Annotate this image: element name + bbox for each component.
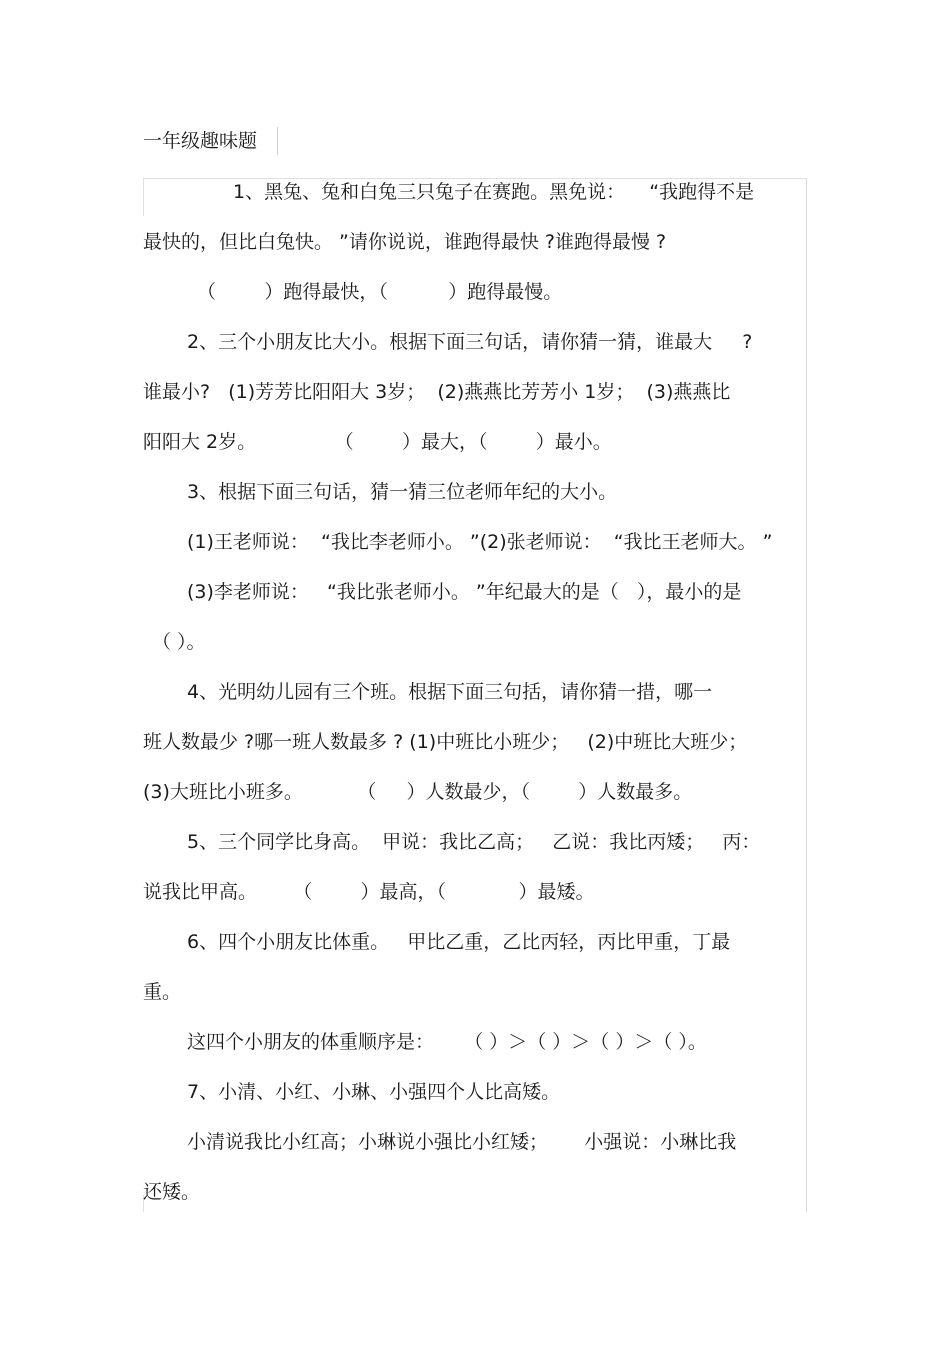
question-4-line-1: 4、光明幼儿园有三个班。根据下面三句括，请你猜一措，哪一 — [187, 681, 713, 703]
question-4-line-2: 班人数最少 ?哪一班人数最多 ? (1)中班比小班少； (2)中班比大班少； — [143, 731, 748, 753]
question-2-line-3: 阳阳大 2岁。 （ ）最大，（ ）最小。 — [143, 431, 612, 453]
question-7-line-2: 小清说我比小红高；小琳说小强比小红矮； 小强说：小琳比我 — [187, 1131, 737, 1153]
question-3-line-4: （ ）。 — [152, 631, 206, 653]
frame-right-border — [806, 178, 807, 1212]
page-title: 一年级趣味题 — [143, 130, 258, 152]
question-6-line-3: 这四个小朋友的体重顺序是： （ ）＞（ ）＞（ ）＞（ ）。 — [187, 1031, 707, 1053]
question-5-line-2: 说我比甲高。 （ ）最高，（ ）最矮。 — [143, 881, 595, 903]
question-1-line-1: 1、黑兔、兔和白兔三只兔子在赛跑。黑免说： “我跑得不是 — [233, 181, 755, 203]
question-2-line-2: 谁最小? (1)芳芳比阳阳大 3岁； (2)燕燕比芳芳小 1岁； (3)燕燕比 — [143, 381, 731, 403]
frame-left-border — [143, 178, 144, 216]
question-5-line-1: 5、三个同学比身高。 甲说：我比乙高； 乙说：我比丙矮； 丙： — [187, 831, 761, 853]
question-4-line-3: (3)大班比小班多。 （ ）人数最少，（ ）人数最多。 — [143, 781, 693, 803]
question-6-line-1: 6、四个小朋友比体重。 甲比乙重，乙比丙轻，丙比甲重，丁最 — [187, 931, 731, 953]
question-6-line-2: 重。 — [143, 981, 182, 1003]
question-1-answer-line: （ ）跑得最快，（ ）跑得最慢。 — [197, 281, 563, 303]
question-2-line-1: 2、三个小朋友比大小。根据下面三句话，请你猜一猜，谁最大 ? — [187, 331, 753, 353]
title-divider — [277, 127, 278, 155]
question-7-line-1: 7、小清、小红、小琳、小强四个人比高矮。 — [187, 1081, 561, 1103]
question-3-line-1: 3、根据下面三句话，猜一猜三位老师年纪的大小。 — [187, 481, 618, 503]
question-7-line-3: 还矮。 — [143, 1181, 201, 1203]
question-3-line-3: (3)李老师说： “我比张老师小。 ”年纪最大的是（ ），最小的是 — [187, 581, 742, 603]
question-1-line-2: 最快的，但比白兔快。 ”请你说说，谁跑得最快 ?谁跑得最慢 ? — [143, 231, 667, 253]
question-3-line-2: (1)王老师说： “我比李老师小。 ”(2)张老师说： “我比王老师大。 ” — [187, 531, 773, 553]
